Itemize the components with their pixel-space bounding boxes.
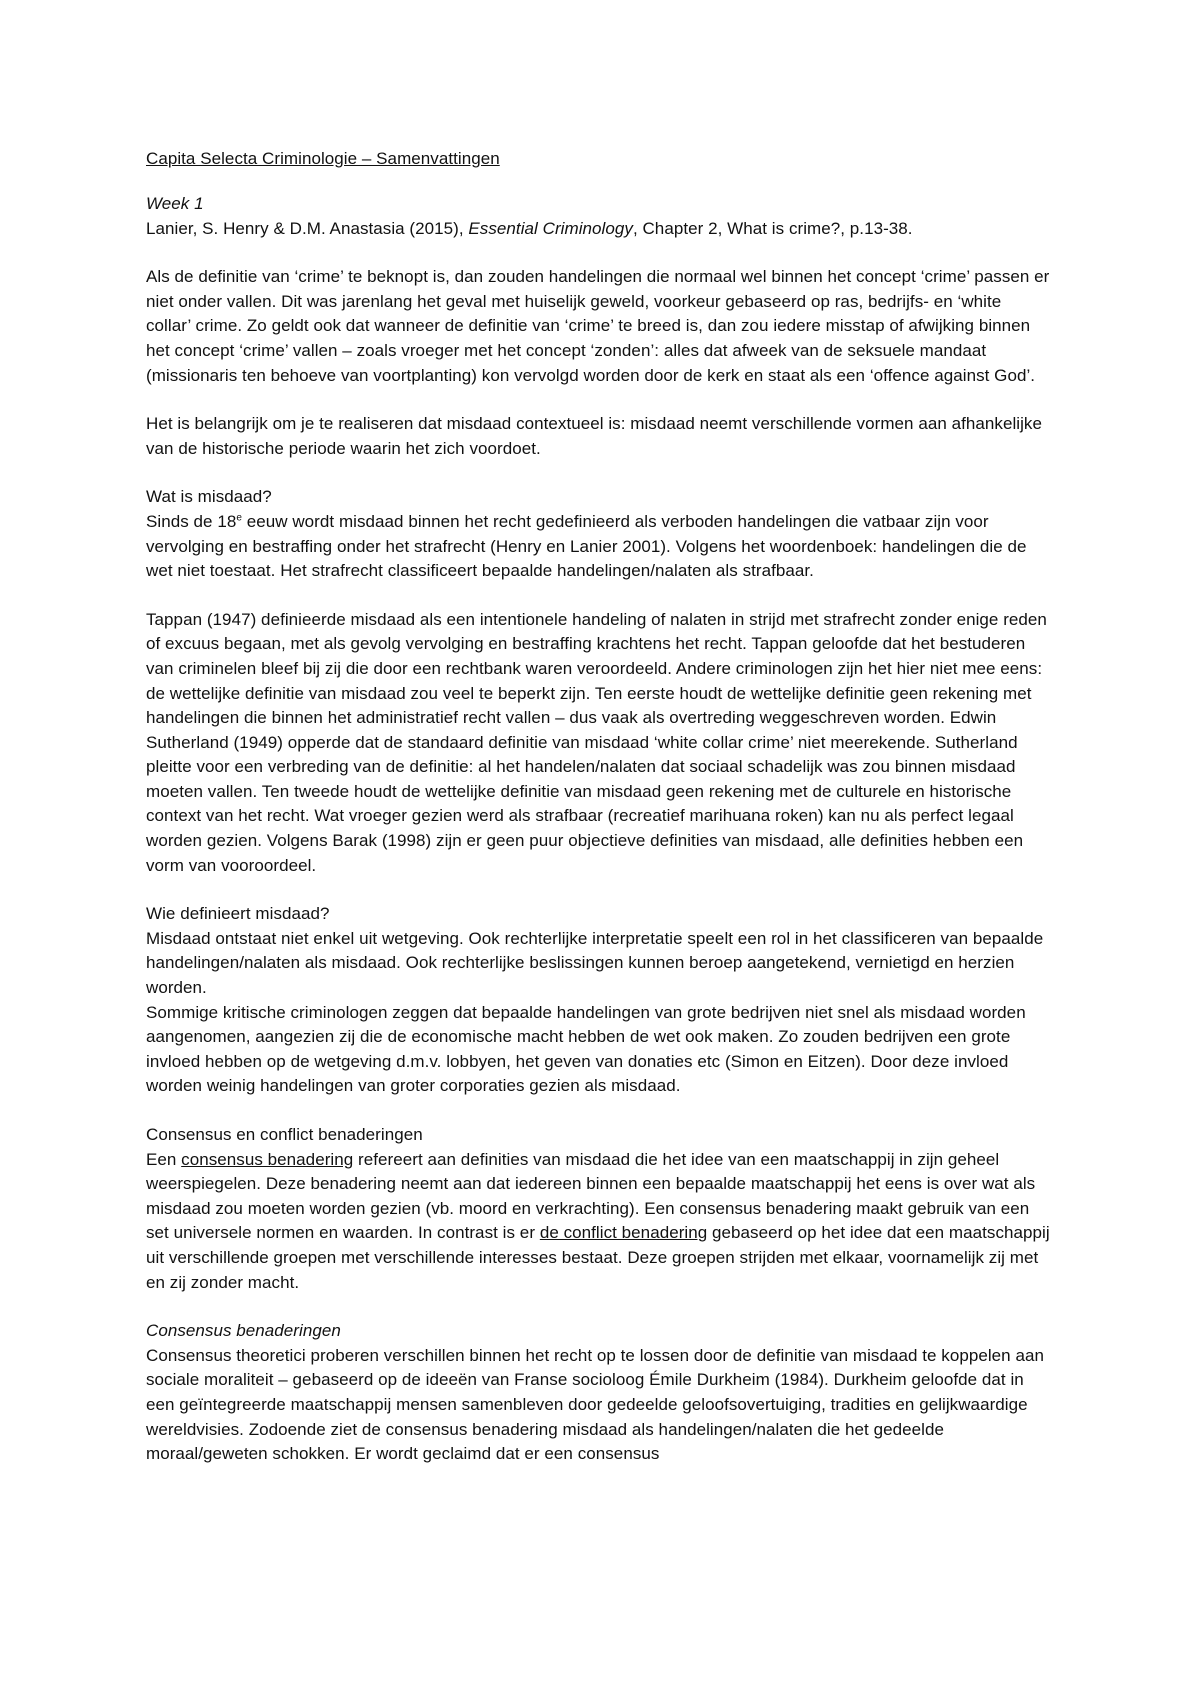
section-heading-wat-is-misdaad: Wat is misdaad?: [146, 487, 272, 507]
section2-paragraph-2: Sommige kritische criminologen zeggen dat bepaalde handelingen van grote bedrijven niet snel als misdaad worden aangenomen, aangezien zij die de economische macht hebben de wet ook maken. Zo zouden bedrijven een grote invloed hebben op de wetgeving d.m.v. lobbyen, het geven van donaties etc (Simon en Eitzen). Door deze invloed worden weinig handelingen van groter corporaties gezien als misdaad.: [146, 1002, 1026, 1096]
intro-paragraph-1: Als de definitie van ‘crime’ te beknopt is, dan zouden handelingen die normaal wel binnen het concept ‘crime’ passen er niet onder vallen. Dit was jarenlang het geval met huiselijk geweld, voorkeur gebaseerd op ras, bedrijfs- en ‘white collar’ crime. Zo geldt ook dat wanneer de definitie van ‘crime’ te breed is, dan zou iedere misstap of afwijking binnen het concept ‘crime’ vallen – zoals vroeger met het concept ‘zonden’: alles dat afweek van de seksuele mandaat (missionaris ten behoeve van voortplanting) kon vervolgd worden door de kerk en staat als een ‘offence against God’.: [146, 267, 1050, 385]
section4-paragraph: Consensus theoretici proberen verschillen binnen het recht op te lossen door de definitie van misdaad te koppelen aan sociale moraliteit – gebaseerd op de ideeën van Franse socioloog Émile Durkheim (1984). Durkheim geloofde dat in een geïntegreerde maatschappij mensen samenbleven door gedeelde geloofsovertuiging, tradities en gelijkwaardige wereldvisies. Zodoende ziet de consensus benadering misdaad als handelingen/nalaten die het gedeelde moraal/geweten schokken. Er wordt geclaimd dat er een consensus: [146, 1345, 1044, 1464]
section1-paragraph-2: Tappan (1947) definieerde misdaad als een intentionele handeling of nalaten in strijd met strafrecht zonder enige reden of excuus begaan, met als gevolg vervolging en bestraffing krachtens het recht. Tappan geloofde dat het bestuderen van criminelen bleef bij zij die door een rechtbank waren veroordeeld. Andere criminologen zijn het hier niet mee eens: de wettelijke definitie van misdaad zou veel te beperkt zijn. Ten eerste houdt de wettelijke definitie geen rekening met handelingen die binnen het administratief recht vallen – dus vaak als overtreding weggeschreven worden. Edwin Sutherland (1949) opperde dat de standaard definitie van misdaad ‘white collar crime’ niet meerekende. Sutherland pleitte voor een verbreding van de definitie: al het handelen/nalaten dat sociaal schadelijk was zou binnen misdaad moeten vallen. Ten tweede houdt de wettelijke definitie van misdaad geen rekening met de culturele en historische context van het recht. Wat vroeger gezien werd als strafbaar (recreatief marihuana roken) kan nu als perfect legaal worden gezien. Volgens Barak (1998) zijn er geen puur objectieve definities van misdaad, alle definities hebben een vorm van vooroordeel.: [146, 609, 1047, 875]
conflict-term: de conflict benadering: [539, 1223, 708, 1243]
intro-paragraph-2: Het is belangrijk om je te realiseren dat misdaad contextueel is: misdaad neemt verschillende vormen aan afhankelijke van de historische periode waarin het zich voordoet.: [146, 414, 1042, 458]
section1-p1-rest: eeuw wordt misdaad binnen het recht gedefinieerd als verboden handelingen die vatbaar zijn voor vervolging en bestraffing onder het strafrecht (Henry en Lanier 2001). Volgens het woordenboek: handelingen die de wet niet toestaat. Het strafrecht classificeert bepaalde handelingen/nalaten als strafbaar.: [146, 511, 1027, 581]
section1-paragraph-1: [146, 510, 1050, 584]
reference-authors: Lanier, S. Henry & D.M. Anastasia (2015),: [146, 218, 469, 238]
section1-p1-superscript: e: [236, 512, 242, 524]
section1-p1-start: Sinds de 18: [146, 511, 237, 531]
section2-paragraph-1: Misdaad ontstaat niet enkel uit wetgeving. Ook rechterlijke interpretatie speelt een rol in het classificeren van bepaalde handelingen/nalaten als misdaad. Ook rechterlijke beslissingen kunnen beroep aangetekend, vernietigd en herzien worden.: [146, 928, 1044, 998]
section-heading-consensus-conflict: Consensus en conflict benaderingen: [146, 1125, 423, 1144]
reference-book-title: Essential Criminology: [468, 218, 633, 238]
section-heading-consensus-benaderingen: Consensus benaderingen: [146, 1321, 341, 1341]
consensus-term: consensus benadering: [181, 1149, 354, 1169]
reference-chapter: , Chapter 2, What is crime?, p.13-38.: [632, 218, 913, 238]
section3-text-3: gebaseerd op het idee dat een maatschappij uit verschillende groepen met verschillende interesses bestaat. Deze groepen strijden met elkaar, voornamelijk zij met en zij zonder macht.: [146, 1223, 1050, 1292]
document-title: Capita Selecta Criminologie – Samenvattingen: [146, 149, 500, 168]
reference-line: [146, 217, 1050, 242]
section3-text-1: Een: [146, 1149, 182, 1169]
section3-text-2: refereert aan definities van misdaad die het idee van een maatschappij in zijn geheel weerspiegelen. Deze benadering neemt aan dat iedereen binnen een bepaalde maatschappij het eens is over wat als misdaad zou moeten worden gezien (vb. moord en verkrachting). Een consensus benadering maakt gebruik van een set universele normen en waarden. In contrast is er: [146, 1149, 1036, 1243]
week-heading: Week 1: [146, 194, 204, 213]
section3-paragraph: [146, 1148, 1050, 1296]
section-heading-wie-definieert: Wie definieert misdaad?: [146, 904, 330, 924]
